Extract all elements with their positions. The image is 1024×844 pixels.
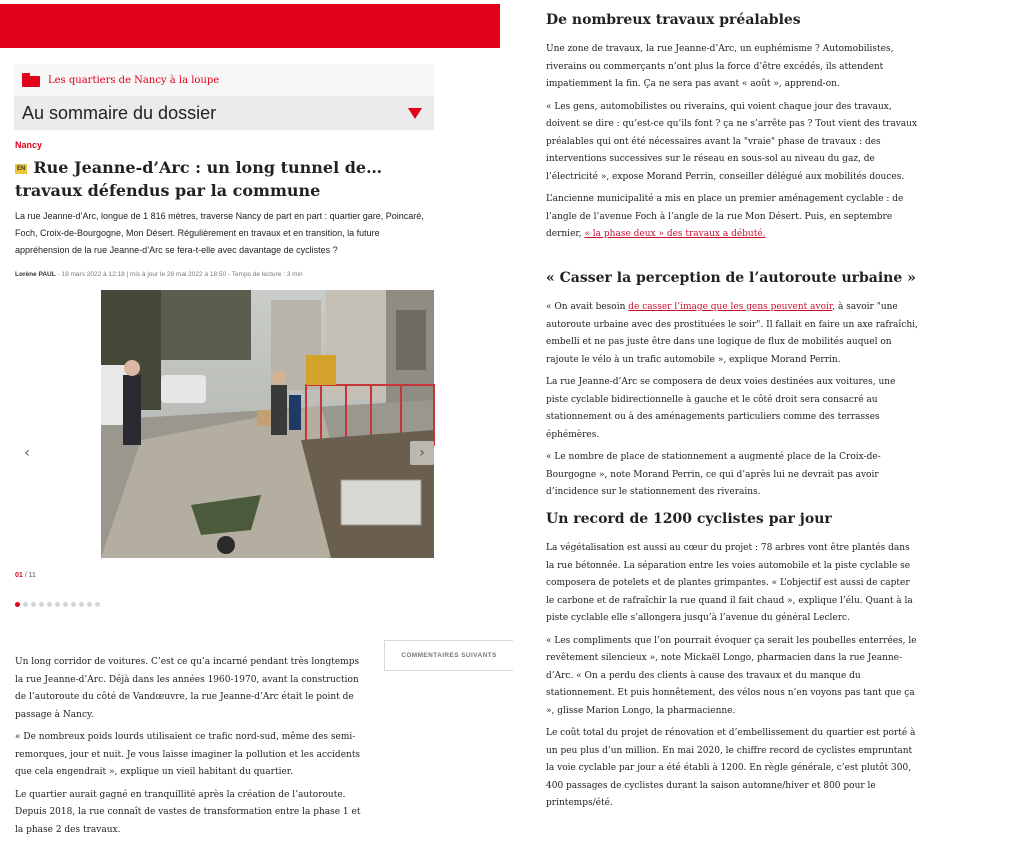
left-body [15,654,367,844]
section-travaux [546,12,918,249]
article-link[interactable]: « la phase deux » des travaux a débuté. [584,229,766,239]
sommaire-dropdown[interactable] [14,96,434,130]
gallery-dot[interactable] [15,602,20,607]
premium-badge: EN [17,166,26,172]
gallery-dots [15,602,100,607]
section-heading: De nombreux travaux préalables [546,12,801,28]
gallery-current: 01 [15,572,23,579]
headline-block [15,156,435,202]
author-name: Lorène PAUL [15,271,56,278]
gallery-dot[interactable] [39,602,44,607]
chevron-right-icon: › [419,445,425,461]
dossier-header[interactable] [14,64,434,96]
paragraph [546,191,918,244]
paragraph: « Les gens, automobilistes ou riverains, qui voient chaque jour des travaux, doivent se dire : qu’est-ce qu’ils font ? ça ne s’arrête pas ? Tout vient des travaux préalables qui ont été nécessaires avant la "vraie" phase de travaux : des interventions successives sur le réseau en sous-sol au niveau du gaz, de l’électricité », expose Morand Perrin, conseiller délégué aux mobilités douces. [546,101,918,182]
article-lead: La rue Jeanne-d’Arc, longue de 1 816 mètres, traverse Nancy de part en part : quartier gare, Poincaré, Foch, Croix-de-Bourgogne, Mon Désert. Régulièrement en travaux et en transition, la future appréhension de la rue Jeanne-d’Arc se fera-t-elle avec davantage de cyclistes ? [15,211,424,255]
sommaire-label: Au sommaire du dossier [22,102,217,123]
section-heading: Un record de 1200 cyclistes par jour [546,511,832,527]
left-column [0,0,512,835]
gallery-dot[interactable] [79,602,84,607]
paragraph: La végétalisation est aussi au cœur du projet : 78 arbres vont être plantés dans la rue bétonnée. La séparation entre les voies automobile et la piste cyclable se composera de potelets et de plantes grimpantes. « L’objectif est aussi de capter le carbone et de rafraîchir la rue quand il fait chaud », explique l’élu. Quant à la piste cyclable elle s’allongera jusqu’à l’avenue du général Leclerc. [546,543,913,623]
section-autoroute [546,270,918,507]
street-works-photo [101,290,434,558]
caret-down-icon[interactable] [408,108,422,119]
gallery-dot[interactable] [23,602,28,607]
byline [15,271,303,278]
paragraph: Un long corridor de voitures. C’est ce qu’a incarné pendant très longtemps la rue Jeanne-d’Arc. Déjà dans les années 1960-1970, avant la construction de l’autoroute du côté de Vandœuvre, la rue Jeanne-d’Arc était le point de passage à Nancy. [15,657,360,720]
section-heading: « Casser la perception de l’autoroute urbaine » [546,270,916,286]
article-photo [101,290,434,558]
gallery-dot[interactable] [87,602,92,607]
paragraph: « De nombreux poids lourds utilisaient ce trafic nord-sud, même des semi-remorques, jour et nuit. Je vous laisse imaginer la pollution et les accidents que cela engendrait », explique un vieil habitant du quartier. [15,732,361,777]
gallery-prev-button[interactable] [15,441,39,465]
paragraph [546,299,918,369]
gallery-dot[interactable] [31,602,36,607]
paragraph: « Le nombre de place de stationnement a augmenté place de la Croix-de-Bourgogne », note Morand Perrin, ce qui d’après lui ne devrait pas avoir d’incidence sur le stationnement des riverains. [546,452,881,497]
byline-meta: - 19 mars 2022 à 12:18 | mis à jour le 28 mai 2022 à 18:50 - Temps de lecture : 3 min [55,271,303,278]
gallery-dot[interactable] [47,602,52,607]
paragraph: Le quartier aurait gagné en tranquillité après la création de l’autoroute. Depuis 2018, la rue connaît de vastes de transformation entre la phase 1 et la phase 2 des travaux. [15,789,361,835]
header-banner [0,4,500,48]
right-column [512,0,1024,819]
paragraph-text: , à savoir "une autoroute urbaine avec des prostituées le soir". Il fallait en faire un axe rafraîchi, embelli et ne pas juste être dans une logique de flux de mobilités auquel on rajoute le vélo à un trafic automobile », explique Morand Perrin. [546,302,918,365]
paragraph: La rue Jeanne-d’Arc se composera de deux voies destinées aux voitures, une piste cyclable bidirectionnelle à gauche et le côté droit sera consacré au stationnement ou à des aménagements particuliers comme des terrasses éphémères. [546,377,896,440]
gallery-total: / 11 [22,572,36,579]
gallery-dot[interactable] [71,602,76,607]
gallery-dot[interactable] [63,602,68,607]
gallery-dot[interactable] [55,602,60,607]
section-cyclistes [546,511,918,818]
folder-icon [22,73,42,87]
page-title: Rue Jeanne-d’Arc : un long tunnel de… travaux défendus par la commune [15,158,383,200]
article-category[interactable]: Nancy [15,140,43,150]
chevron-left-icon: ‹ [24,445,30,461]
dossier-link[interactable]: Les quartiers de Nancy à la loupe [48,74,220,86]
paragraph: « Les compliments que l’on pourrait évoquer ça serait les poubelles enterrées, le revêtement silencieux », note Mickaël Longo, pharmacien dans la rue Jeanne-d’Arc. « On a perdu des clients à cause des travaux et du manque du stationnement. Et puis honnêtement, des vélos nous n’en voyons pas tant que ça », glisse Marion Longo, la pharmacienne. [546,635,917,716]
gallery-dot[interactable] [95,602,100,607]
paragraph-text: L’ancienne municipalité a mis en place un premier aménagement cyclable : de l’angle de l’avenue Foch à l’angle de la rue Mon Désert. Puis, en septembre dernier, [546,194,904,239]
gallery-counter [15,572,36,579]
gallery-next-button[interactable] [410,441,434,465]
comments-next-button[interactable]: COMMENTAIRES SUIVANTS [384,640,513,671]
article-link[interactable]: de casser l’image que les gens peuvent avoir [628,302,833,312]
paragraph-text: « On avait besoin [546,302,629,312]
dossier-box [14,64,434,130]
paragraph: Le coût total du projet de rénovation et d’embellissement du quartier est porté à un peu plus d’un million. En mai 2020, le chiffre record de cyclistes empruntant la voie cyclable par jour a été établi à 1200. En règle générale, c’est plutôt 300, 400 passages de cyclistes durant la saison automne/hiver et 800 pour le printemps/été. [546,728,916,808]
paragraph: Une zone de travaux, la rue Jeanne-d’Arc, un euphémisme ? Automobilistes, riverains ou commerçants n’ont plus la force d’être excédés, ils attendent impatiemment la fin. Ça ne sera pas avant « août », apprend-on. [546,44,894,89]
